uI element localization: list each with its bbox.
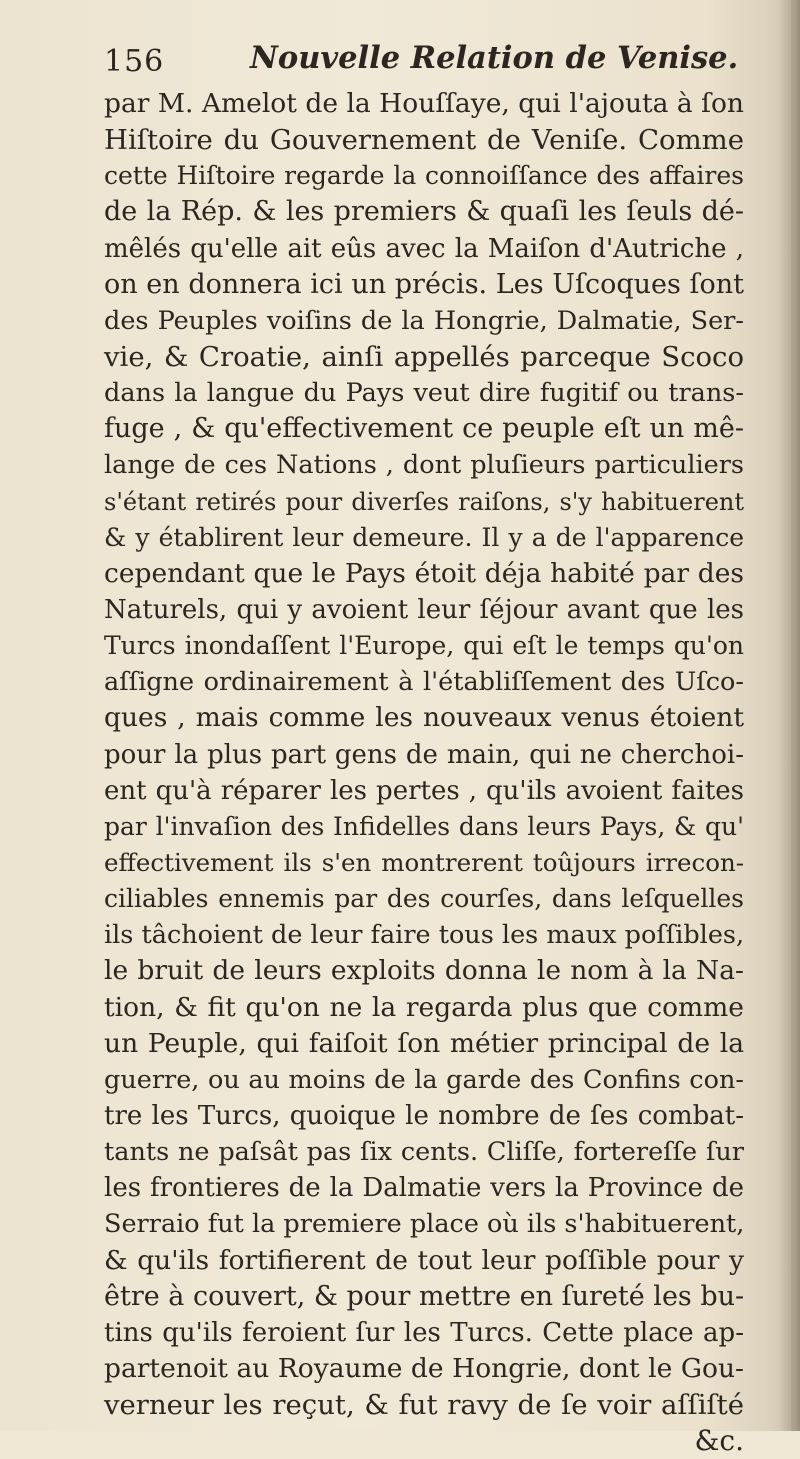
text-line: par l'invaſion des Infidelles dans leurs Pays, & qu' bbox=[104, 811, 744, 841]
text-line: dans la langue du Pays veut dire fugitif ou trans- bbox=[104, 378, 744, 409]
text-line: cependant que le Pays étoit déja habité par des bbox=[104, 557, 744, 589]
text-line: on en donnera ici un précis. Les Uſcoques ſont bbox=[104, 268, 744, 300]
text-line: tants ne paſsât pas ſix cents. Cliſſe, fortereſſe ſur bbox=[104, 1137, 744, 1168]
text-line: Turcs inondaſſent l'Europe, qui eſt le temps qu'on bbox=[104, 631, 744, 661]
text-line: Naturels, qui y avoient leur ſéjour avant que les bbox=[104, 594, 744, 625]
text-line: fuge , & qu'effectivement ce peuple eſt un mê- bbox=[104, 413, 744, 445]
text-line: s'étant retirés pour diverſes raiſons, s'y habituerent bbox=[104, 487, 744, 516]
page-number: 156 bbox=[104, 44, 165, 79]
text-line: aſſigne ordinairement à l'établiſſement des Uſco- bbox=[104, 667, 744, 698]
text-line: par M. Amelot de la Houſſaye, qui l'ajouta à ſon bbox=[104, 88, 744, 119]
catchword: &c. bbox=[694, 1424, 744, 1458]
page-edge-shadow bbox=[778, 0, 800, 1431]
text-line: ils tâchoient de leur faire tous les maux poſſibles, bbox=[104, 920, 745, 951]
text-line: & y établirent leur demeure. Il y a de l'apparence bbox=[104, 522, 744, 552]
body-text bbox=[104, 86, 744, 1459]
text-line: de la Rép. & les premiers & quaſi les ſeuls dé- bbox=[104, 196, 744, 228]
page-edge-strip bbox=[791, 0, 794, 1431]
text-line: le bruit de leurs exploits donna le nom à la Na- bbox=[104, 955, 744, 987]
running-header bbox=[104, 40, 739, 88]
text-line: Serraio fut la premiere place où ils s'habituerent, bbox=[104, 1209, 745, 1240]
text-line: ques , mais comme les nouveaux venus étoient bbox=[104, 702, 744, 734]
text-line: tins qu'ils feroient ſur les Turcs. Cette place ap- bbox=[104, 1317, 744, 1348]
text-line: partenoit au Royaume de Hongrie, dont le Gou- bbox=[104, 1352, 744, 1384]
text-line: vie, & Croatie, ainſi appellés parceque Scoco bbox=[104, 340, 744, 373]
text-line: tre les Turcs, quoique le nombre de ſes combat- bbox=[104, 1100, 744, 1131]
text-line: guerre, ou au moins de la garde des Confins con- bbox=[104, 1064, 744, 1095]
text-line: verneur les reçut, & fut ravy de ſe voir aſſiſté bbox=[104, 1389, 744, 1422]
text-line: mêlés qu'elle ait eûs avec la Maiſon d'Autriche , bbox=[104, 233, 744, 264]
text-line: les frontieres de la Dalmatie vers la Province de bbox=[104, 1173, 744, 1204]
text-line: ciliables ennemis par des courſes, dans leſquelles bbox=[104, 884, 744, 914]
text-line: & qu'ils fortifierent de tout leur poſſible pour y bbox=[104, 1244, 744, 1276]
text-line: des Peuples voiſins de la Hongrie, Dalmatie, Ser- bbox=[104, 305, 744, 336]
text-line: être à couvert, & pour mettre en ſureté les bu- bbox=[104, 1280, 745, 1312]
text-line: lange de ces Nations , dont pluſieurs particuliers bbox=[104, 450, 744, 481]
text-line: pour la plus part gens de main, qui ne cherchoi- bbox=[104, 739, 744, 770]
text-line: tion, & fit qu'on ne la regarda plus que comme bbox=[104, 991, 744, 1023]
text-line: cette Hiſtoire regarde la connoiſſance des affaires bbox=[104, 161, 744, 191]
text-line: un Peuple, qui faiſoit ſon métier principal de la bbox=[104, 1027, 744, 1059]
running-title: Nouvelle Relation de Venise. bbox=[250, 40, 739, 76]
text-line: effectivement ils s'en montrerent toûjours irrecon- bbox=[104, 847, 744, 877]
text-line: Hiſtoire du Gouvernement de Veniſe. Comme bbox=[104, 124, 744, 157]
text-line: ent qu'à réparer les pertes , qu'ils avoient faites bbox=[104, 775, 744, 806]
